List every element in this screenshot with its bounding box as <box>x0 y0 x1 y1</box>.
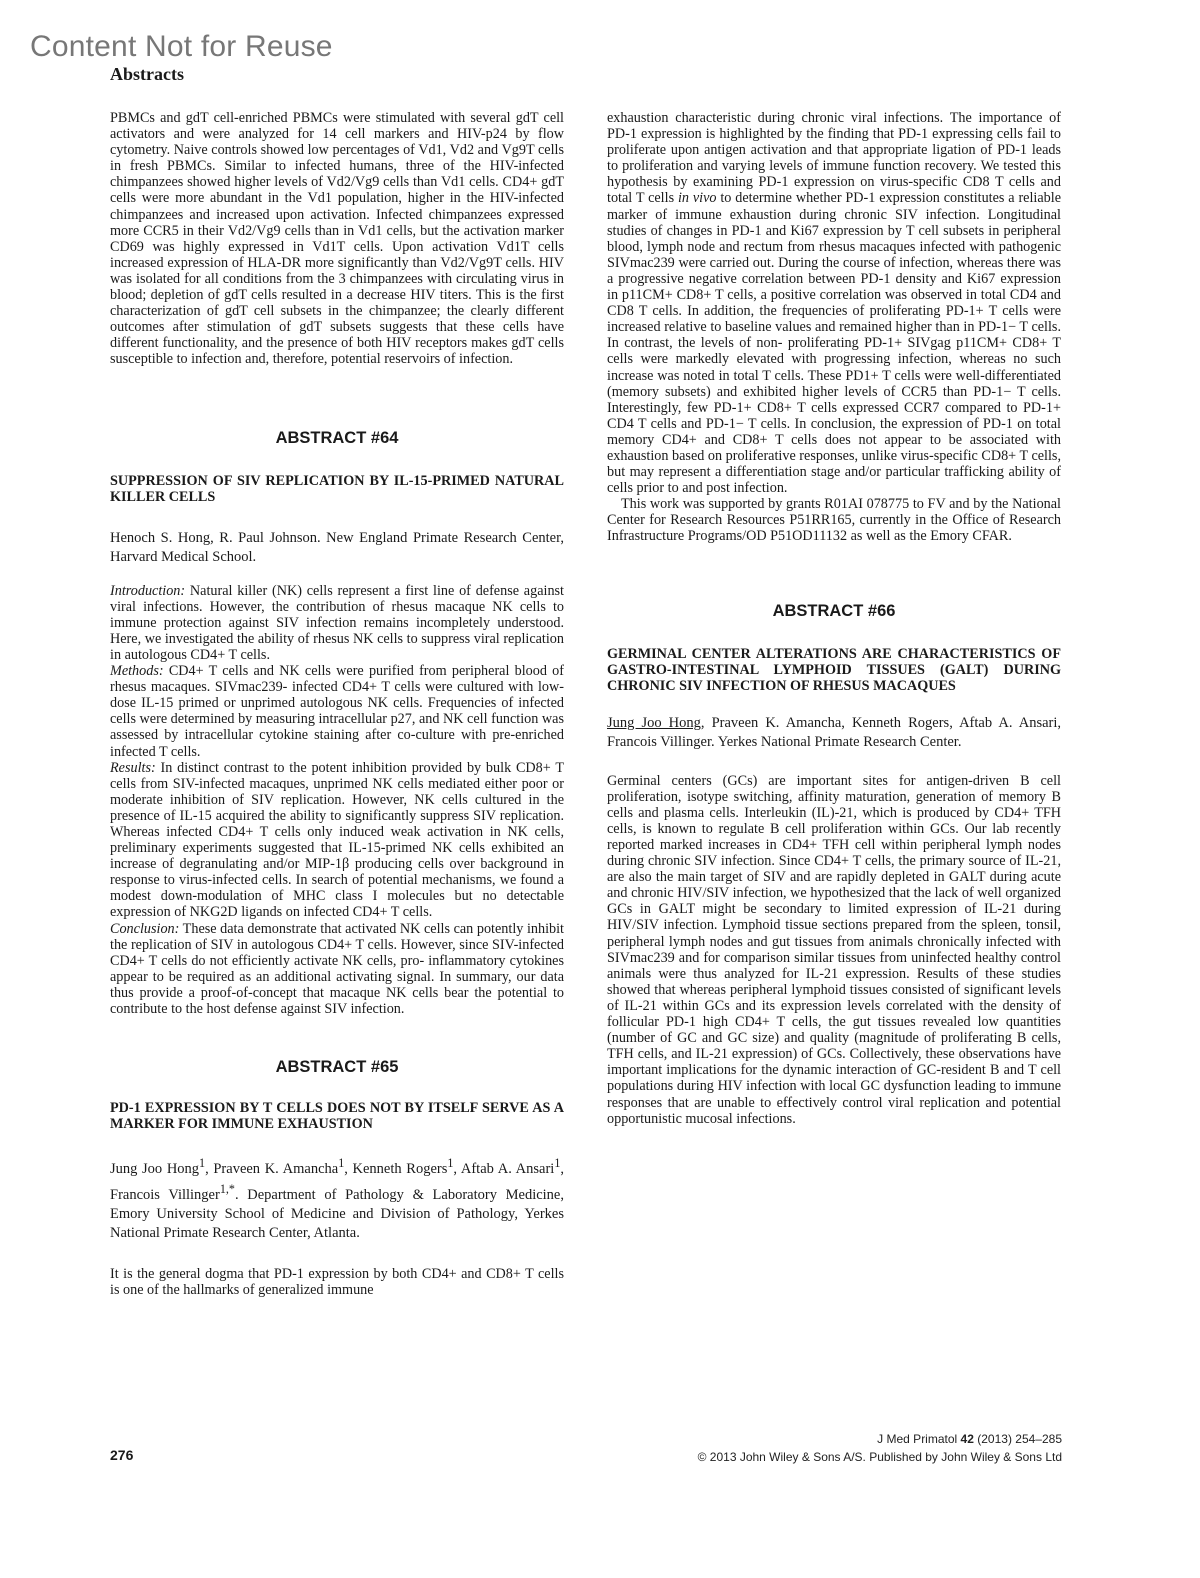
abstract-66-body: Germinal centers (GCs) are important sites for antigen-driven B cell proliferation, isotype switching, affinity maturation, generation of memory B cells and plasma cells. Interleukin (IL)-21, which is produced by CD4+ TFH cells, is known to regulate B cell proliferation within GCs. Our lab recently reported marked increases in CD4+ TFH cell within peripheral lymph nodes during chronic SIV infection. Since CD4+ T cells, the primary source of IL-21, are also the main target of SIV and are rapidly depleted in GALT during acute and chronic HIV/SIV infection, we hypothesized that the lack of well organized GCs in GALT might be secondary to limited expression of IL-21 during HIV/SIV infection. Lymphoid tissue sections prepared from the spleen, tonsil, peripheral lymph nodes and gut tissues from animals chronically infected with SIVmac239 and for comparison similar tissues from uninfected healthy control animals were thus analyzed for IL-21 expression. Results of these studies showed that whereas peripheral lymphoid tissues consisted of significant levels of IL-21 within GCs and its expression levels correlated with the density of follicular PD-1 high CD4+ T cells, the gut tissues revealed low quantities (number of GC and GC size) and quality (magnitude of proliferating B cells, TFH cells, and IL-21 expression) of GCs. Collectively, these observations have important implications for the dynamic interaction of GC-resident B and T cell populations during HIV infection with local GC dysfunction leading to immune responses that are unable to effectively control viral replication and potential opportunistic mucosal infections. <box>607 772 1061 1127</box>
affiliation-sup: 1,* <box>219 1181 235 1196</box>
journal-footer <box>698 1430 1062 1466</box>
abstract-65-affiliation: . Department of Pathology & Laboratory Medicine, Emory University School of Medicine and Division of Pathology, Yerkes National Primate Research Center, Atlanta. <box>110 1186 564 1242</box>
author-hong: Jung Joo Hong <box>110 1161 200 1178</box>
abstract-64-conclusion <box>110 921 564 1018</box>
funding-statement: This work was supported by grants R01AI 078775 to FV and by the National Center for Research Resources P51RR165, currently in the Office of Research Infrastructure Programs/OD P51OD11132 as well as the Emory CFAR. <box>607 496 1061 545</box>
abstract-65-body-start: It is the general dogma that PD-1 expression by both CD4+ and CD8+ T cells is one of the hallmarks of generalized immune <box>110 1265 564 1298</box>
author-villinger: Francois Villinger <box>110 1186 220 1203</box>
abstract-64-results <box>110 760 564 921</box>
introduction-label: Introduction: <box>110 582 186 599</box>
results-text: In distinct contrast to the potent inhibition provided by bulk CD8+ T cells from SIV-infected macaques, unprimed NK cells mediated either poor or moderate inhibition of SIV replication. However, NK cells cultured in the presence of IL-15 acquired the ability to significantly suppress SIV replication. Whereas infected CD4+ T cells only induced weak activation in NK cells, preliminary experiments suggested that IL-15-primed NK cells exhibited an increase of degranulating and/or MIP-1β producing cells over background in response to virus-infected cells. In search of potential mechanisms, we found a modest down-modulation of MHC class I molecules but no detectable expression of NKG2D ligands on infected CD4+ T cells. <box>110 759 564 921</box>
journal-volume: 42 <box>960 1432 974 1446</box>
affiliation-sup: 1 <box>447 1156 454 1171</box>
left-column <box>110 110 564 1298</box>
affiliation-sup: 1 <box>338 1156 345 1171</box>
abstract-65-title: PD-1 EXPRESSION BY T CELLS DOES NOT BY ITSELF SERVE AS A MARKER FOR IMMUNE EXHAUSTION <box>110 1100 564 1133</box>
abstract-63-continuation: PBMCs and gdT cell-enriched PBMCs were stimulated with several gdT cell activators and were analyzed for 14 cell markers and HIV-p24 by flow cytometry. Naive controls showed low percentages of Vd1, Vd2 and Vg9T cells in fresh PBMCs. Similar to infected humans, three of the HIV-infected chimpanzees showed higher levels of Vd2/Vg9 cells than Vd1 cells. CD4+ gdT cells were more abundant in the Vd1 population, higher in the HIV-infected chimpanzees and increased upon activation. Infected chimpanzees expressed more CCR5 in their Vd2/Vg9 cells than in Vd1 cells, but the activation marker CD69 was highly expressed in Vd1T cells. Upon activation Vd1T cells increased expression of HLA-DR more significantly than Vd2/Vg9T cells. HIV was isolated for all conditions from the 3 chimpanzees with circulating virus in blood; depletion of gdT cells resulted in a decrease HIV titers. This is the first characterization of gdT cell subsets in the chimpanzee; the clearly different outcomes after stimulation of gdT subsets suggests that these cells have different functionality, and the presence of both HIV receptors makes gdT cells susceptible to infection and, therefore, potential reservoirs of infection. <box>110 110 564 368</box>
abstract-65-continuation <box>607 110 1061 496</box>
continuation-text-b: to determine whether PD-1 expression constitutes a reliable marker of immune exhaustion during chronic SIV infection. Longitudinal studies of changes in PD-1 and Ki67 expression by T cell subsets in peripheral blood, lymph node and rectum from rhesus macaques infected with pathogenic SIVmac239 were carried out. During the course of infection, whereas there was a progressive negative correlation between PD-1 density and Ki67 expression in p11CM+ CD8+ T cells, a positive correlation was observed in total CD4 and CD8 T cells. In addition, the frequencies of proliferating PD-1+ T cells were increased relative to baseline values and remained higher than in PD-1− T cells. In contrast, the levels of non- proliferating PD-1+ SIVgag p11CM+ CD8+ T cells were markedly elevated with progressing infection, whereas no such increase was noted in total T cells. These PD1+ T cells were well-differentiated (memory subsets) and exhibited higher levels of CCR5 than PD-1− T cells. Interestingly, few PD-1+ CD8+ T cells expressed CCR7 compared to PD-1+ CD4 T cells and PD-1− T cells. In conclusion, the expression of PD-1 on total memory CD4+ and CD8+ T cells does not appear to be associated with exhaustion based on proliferative responses, unlike virus-specific CD8+ T cells, but may represent a differentiation stage and/or particular trafficking ability of cells prior to and post infection. <box>607 190 1061 497</box>
abstract-65-id: ABSTRACT #65 <box>275 1058 399 1077</box>
section-header: Abstracts <box>110 64 184 84</box>
copyright: © 2013 John Wiley & Sons A/S. Published by John Wiley & Sons Ltd <box>697 1450 1062 1464</box>
other-authors: , Praveen K. Amancha, Kenneth Rogers, Aftab A. Ansari, Francois Villinger. Yerkes National Primate Research Center. <box>607 714 1062 751</box>
abstract-65-authors: Jung Joo Hong$^1$, Praveen K. Amancha$^1$, Kenneth Rogers$^1$, Aftab A. Ansari$^1$, Francois Villinger$^{1,*}$. Department of Pathology & Laboratory Medicine, Emory University School of Medicine and Division of Pathology, Yerkes National Primate Research Center, Atlanta. <box>110 1156 564 1242</box>
affiliation-sup: 1 <box>554 1156 561 1171</box>
right-column <box>607 110 1061 1127</box>
abstract-64-methods <box>110 663 564 760</box>
journal-name: J Med Primatol <box>877 1432 958 1446</box>
author-ansari: Aftab A. Ansari <box>460 1161 555 1178</box>
journal-year-pages: (2013) 254–285 <box>977 1432 1062 1446</box>
affiliation-sup: 1 <box>199 1156 206 1171</box>
methods-label: Methods: <box>110 663 164 680</box>
continuation-text-a: exhaustion characteristic during chronic viral infections. The importance of PD-1 expression is highlighted by the finding that PD-1 expressing cells fail to proliferate upon antigen activation and that appropriate ligation of PD-1 leads to proliferation and varying levels of immune function recovery. We tested this hypothesis by examining PD-1 expression on virus-specific CD8 T cells and total T cells <box>607 110 1061 207</box>
introduction-text: Natural killer (NK) cells represent a first line of defense against viral infections. However, the contribution of rhesus macaque NK cells to immune protection against SIV infection remains incompletely understood. Here, we investigated the ability of rhesus NK cells to suppress viral replication in autologous CD4+ T cells. <box>110 582 564 663</box>
conclusion-text: These data demonstrate that activated NK cells can potently inhibit the replication of SIV in autologous CD4+ T cells. However, since SIV-infected CD4+ T cells do not efficiently activate NK cells, pro- inflammatory cytokines appear to be required as an additional activating signal. In summary, our data thus provide a proof-of-concept that macaque NK cells bear the potential to contribute to the host defense against SIV infection. <box>110 920 564 1018</box>
journal-citation <box>698 1430 1062 1448</box>
methods-text: CD4+ T cells and NK cells were purified from peripheral blood of rhesus macaques. SIVmac239- infected CD4+ T cells were cultured with low-dose IL-15 primed or unprimed autologous NK cells. Frequencies of infected cells were determined by measuring intracellular p27, and NK cell function was assessed by intracellular cytokine staining after co-culture with pre-enriched infected T cells. <box>110 663 564 760</box>
in-vivo: in vivo <box>677 190 717 207</box>
conclusion-label: Conclusion: <box>110 920 180 937</box>
presenting-author: Jung Joo Hong <box>607 714 701 731</box>
author-amancha: Praveen K. Amancha <box>213 1161 339 1178</box>
abstract-64-authors: Henoch S. Hong, R. Paul Johnson. New England Primate Research Center, Harvard Medical School. <box>110 529 564 566</box>
author-rogers: Kenneth Rogers <box>352 1161 448 1178</box>
page-number: 276 <box>110 1447 134 1463</box>
abstract-64-introduction <box>110 583 564 663</box>
abstract-66-title: GERMINAL CENTER ALTERATIONS ARE CHARACTERISTICS OF GASTRO-INTESTINAL LYMPHOID TISSUES (GALT) DURING CHRONIC SIV INFECTION OF RHESUS MACAQUES <box>607 645 1061 694</box>
abstract-64-id: ABSTRACT #64 <box>275 428 399 447</box>
abstract-66-id: ABSTRACT #66 <box>772 601 896 620</box>
watermark: Content Not for Reuse <box>30 30 333 63</box>
results-label: Results: <box>110 759 156 776</box>
abstract-64-title: SUPPRESSION OF SIV REPLICATION BY IL-15-PRIMED NATURAL KILLER CELLS <box>110 472 564 505</box>
abstract-66-authors <box>607 714 1061 753</box>
